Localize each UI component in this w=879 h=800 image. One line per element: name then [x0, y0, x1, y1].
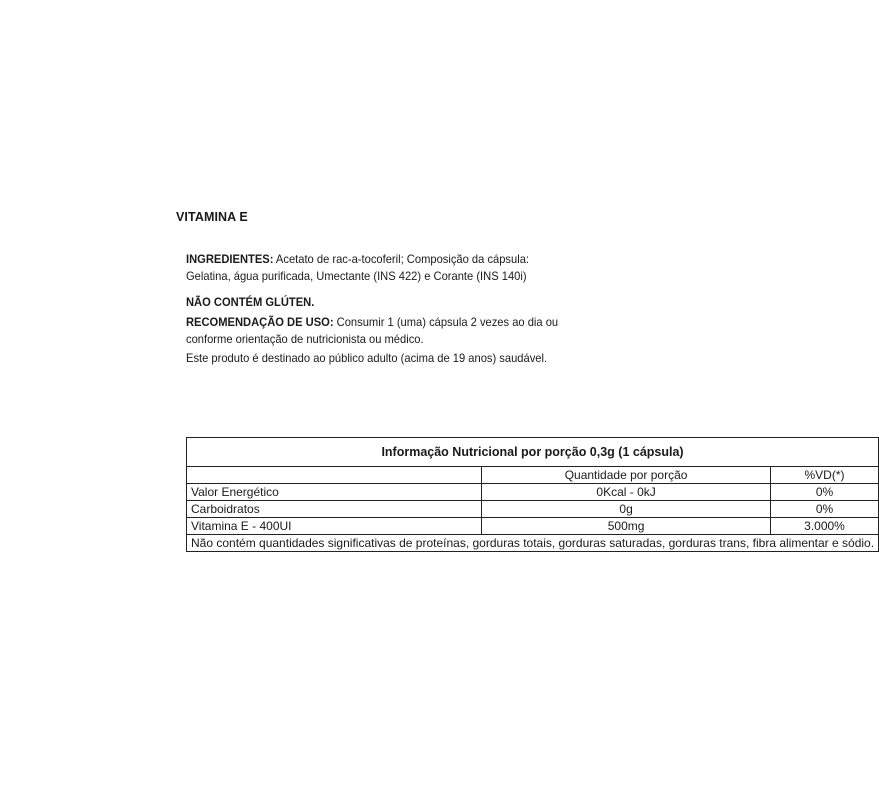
nutrient-quantity: 0g	[482, 501, 771, 518]
gluten-text: NÃO CONTÉM GLÚTEN.	[186, 295, 315, 309]
nutrition-table-header-row	[187, 467, 879, 484]
usage-recommendation-paragraph	[186, 314, 595, 347]
ingredients-text-line1: Acetato de rac-a-tocoferil; Composição da cápsula:	[273, 252, 530, 266]
nutrient-vd: 0%	[770, 501, 878, 518]
nutrient-name: Vitamina E - 400UI	[187, 518, 482, 535]
nutrition-header-quantity: Quantidade por porção	[482, 467, 771, 484]
target-audience-statement: Este produto é destinado ao público adulto (acima de 19 anos) saudável.	[186, 351, 548, 365]
usage-text-line1: Consumir 1 (uma) cápsula 2 vezes ao dia ou	[333, 315, 559, 329]
table-row	[187, 501, 879, 518]
nutrition-table-title-row	[187, 438, 879, 467]
table-row	[187, 518, 879, 535]
nutrient-quantity: 500mg	[482, 518, 771, 535]
ingredients-text-line2: Gelatina, água purificada, Umectante (INS 422) e Corante (INS 140i)	[186, 268, 527, 283]
nutrient-vd: 3.000%	[770, 518, 878, 535]
gluten-statement	[186, 294, 595, 311]
nutrient-name: Valor Energético	[187, 484, 482, 501]
nutrient-vd: 0%	[770, 484, 878, 501]
nutrition-footnote: Não contém quantidades significativas de proteínas, gorduras totais, gorduras saturadas, gorduras trans, fibra alimentar e sódio.	[187, 535, 879, 552]
ingredients-label: INGREDIENTES:	[186, 252, 274, 266]
nutrition-footnote-row	[187, 535, 879, 552]
ingredients-paragraph	[186, 251, 595, 284]
nutrition-header-vd: %VD(*)	[770, 467, 878, 484]
product-title: VITAMINA E	[176, 210, 248, 224]
nutrient-quantity: 0Kcal - 0kJ	[482, 484, 771, 501]
nutrient-name: Carboidratos	[187, 501, 482, 518]
usage-label: RECOMENDAÇÃO DE USO:	[186, 315, 334, 329]
usage-text-line2: conforme orientação de nutricionista ou médico.	[186, 331, 424, 346]
nutrition-table-title: Informação Nutricional por porção 0,3g (1 cápsula)	[187, 438, 879, 467]
nutrition-facts-table	[186, 437, 879, 552]
nutrition-header-blank	[187, 467, 482, 484]
table-row	[187, 484, 879, 501]
